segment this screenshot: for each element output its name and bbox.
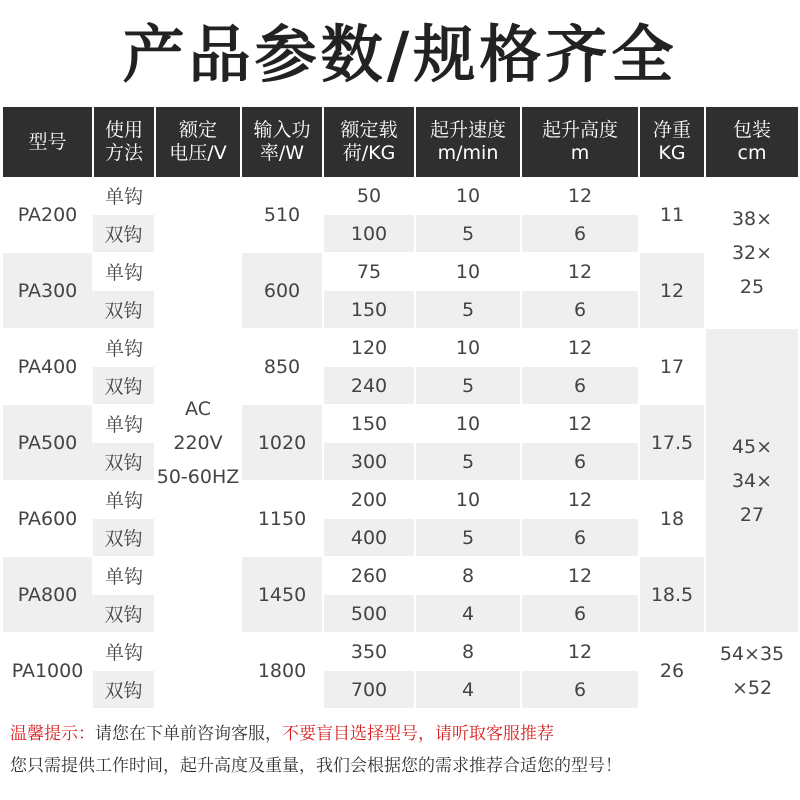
spec-table [3,107,798,709]
method-cell: 双钩 [93,367,155,405]
speed-cell: 5 [415,215,521,253]
load-cell: 300 [323,443,415,481]
height-cell: 6 [521,367,639,405]
power-cell: 1450 [241,557,323,633]
header-package: 包装 cm [705,107,798,177]
height-cell: 6 [521,291,639,329]
load-cell: 150 [323,291,415,329]
header-speed: 起升速度 m/min [415,107,521,177]
load-cell: 100 [323,215,415,253]
speed-cell: 10 [415,405,521,443]
height-cell: 12 [521,557,639,595]
height-cell: 6 [521,519,639,557]
speed-cell: 4 [415,671,521,709]
model-cell: PA400 [3,329,93,405]
model-cell: PA1000 [3,633,93,709]
page-title: 产品参数/规格齐全 [122,18,678,91]
load-cell: 400 [323,519,415,557]
tip-warning: 不要盲目选择型号，请听取客服推荐 [282,724,554,744]
speed-cell: 4 [415,595,521,633]
load-cell: 700 [323,671,415,709]
speed-cell: 8 [415,633,521,671]
model-cell: PA600 [3,481,93,557]
table-row [3,557,798,595]
table-row [3,253,798,291]
load-cell: 240 [323,367,415,405]
load-cell: 120 [323,329,415,367]
height-cell: 6 [521,443,639,481]
model-cell: PA200 [3,177,93,253]
load-cell: 200 [323,481,415,519]
header-height: 起升高度 m [521,107,639,177]
load-cell: 150 [323,405,415,443]
weight-cell: 18 [639,481,705,557]
load-cell: 50 [323,177,415,215]
weight-cell: 26 [639,633,705,709]
height-cell: 12 [521,405,639,443]
tip-label: 温馨提示： [10,724,95,744]
model-cell: PA500 [3,405,93,481]
method-cell: 单钩 [93,253,155,291]
tip-text: 请您在下单前咨询客服， [95,724,282,744]
method-cell: 双钩 [93,595,155,633]
height-cell: 12 [521,253,639,291]
table-row [3,481,798,519]
header-model: 型号 [3,107,93,177]
speed-cell: 5 [415,367,521,405]
weight-cell: 11 [639,177,705,253]
model-cell: PA300 [3,253,93,329]
power-cell: 1020 [241,405,323,481]
speed-cell: 10 [415,177,521,215]
table-row [3,633,798,671]
method-cell: 单钩 [93,557,155,595]
height-cell: 12 [521,633,639,671]
height-cell: 12 [521,481,639,519]
weight-cell: 18.5 [639,557,705,633]
height-cell: 6 [521,595,639,633]
voltage-cell: AC 220V 50-60HZ [155,177,241,709]
header-method: 使用 方法 [93,107,155,177]
model-cell: PA800 [3,557,93,633]
power-cell: 1800 [241,633,323,709]
table-row [3,329,798,367]
tip-line-1 [10,723,795,745]
height-cell: 6 [521,215,639,253]
package-cell: 45× 34× 27 [705,329,798,633]
method-cell: 单钩 [93,633,155,671]
tip-line-2: 您只需提供工作时间，起升高度及重量，我们会根据您的需求推荐合适您的型号！ [10,756,622,776]
header-power: 输入功 率/W [241,107,323,177]
load-cell: 75 [323,253,415,291]
speed-cell: 10 [415,481,521,519]
speed-cell: 5 [415,443,521,481]
package-cell: 38× 32× 25 [705,177,798,329]
method-cell: 双钩 [93,671,155,709]
header-voltage: 额定 电压/V [155,107,241,177]
power-cell: 1150 [241,481,323,557]
speed-cell: 10 [415,329,521,367]
power-cell: 510 [241,177,323,253]
height-cell: 12 [521,329,639,367]
method-cell: 单钩 [93,481,155,519]
package-cell: 54×35 ×52 [705,633,798,709]
load-cell: 350 [323,633,415,671]
height-cell: 6 [521,671,639,709]
speed-cell: 10 [415,253,521,291]
method-cell: 单钩 [93,329,155,367]
height-cell: 12 [521,177,639,215]
speed-cell: 8 [415,557,521,595]
table-header-row [3,107,798,177]
load-cell: 260 [323,557,415,595]
method-cell: 单钩 [93,405,155,443]
power-cell: 850 [241,329,323,405]
load-cell: 500 [323,595,415,633]
method-cell: 双钩 [93,519,155,557]
method-cell: 双钩 [93,443,155,481]
method-cell: 单钩 [93,177,155,215]
header-weight: 净重 KG [639,107,705,177]
speed-cell: 5 [415,519,521,557]
speed-cell: 5 [415,291,521,329]
table-row [3,177,798,215]
header-load: 额定载 荷/KG [323,107,415,177]
table-row [3,405,798,443]
weight-cell: 12 [639,253,705,329]
weight-cell: 17 [639,329,705,405]
method-cell: 双钩 [93,215,155,253]
power-cell: 600 [241,253,323,329]
weight-cell: 17.5 [639,405,705,481]
method-cell: 双钩 [93,291,155,329]
